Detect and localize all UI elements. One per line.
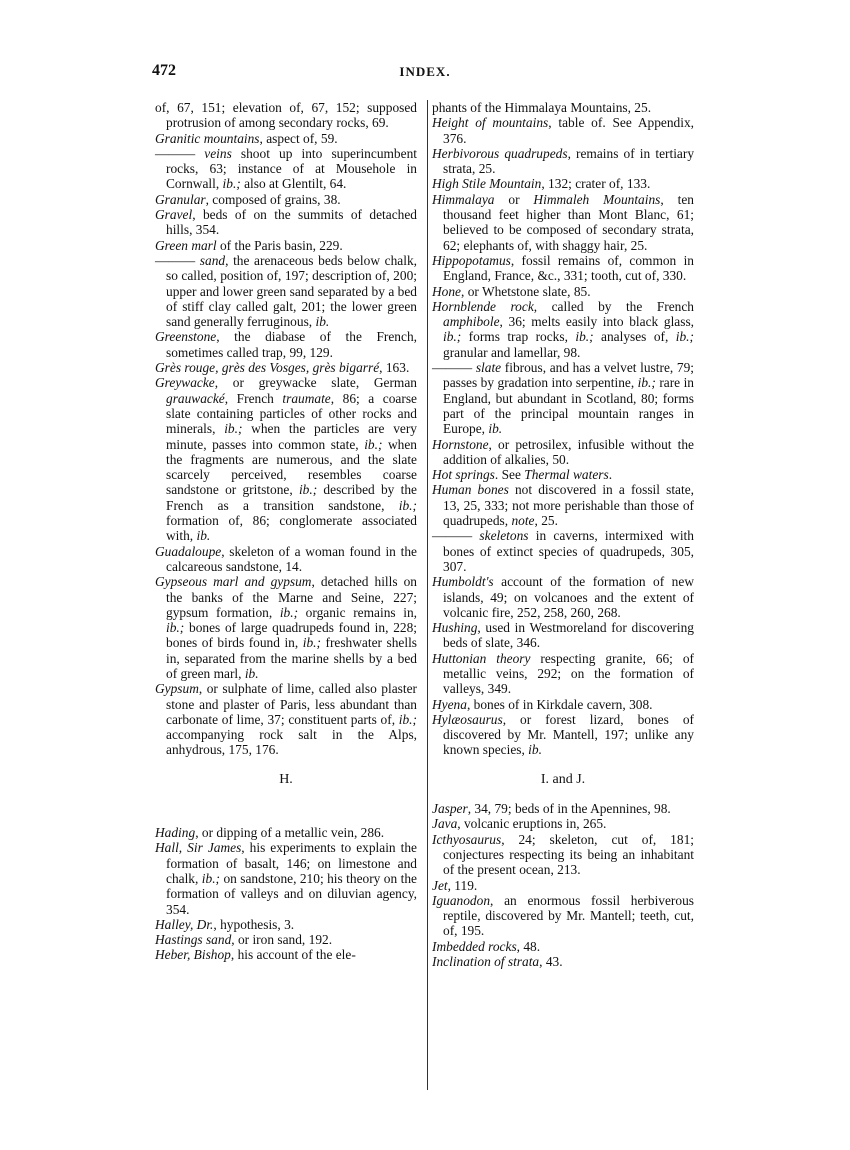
entry-text: , bones of in Kirkdale cavern, 308. [466, 696, 653, 712]
index-entry [432, 467, 694, 482]
entry-term: Hastings sand [155, 932, 232, 948]
page-number: 472 [152, 62, 176, 79]
entry-text: forms trap rocks, [461, 329, 576, 345]
index-entry [432, 878, 694, 893]
index-entry [432, 253, 694, 284]
entry-term: Hone [432, 283, 462, 299]
entry-text: , 132; crater of, 133. [541, 176, 651, 192]
index-entry [432, 954, 694, 969]
entry-text: respecting granite, 66; of metallic veins, 292; on the formation of valleys, 349. [443, 650, 694, 697]
entry-text: . See [494, 467, 525, 483]
entry-term: ib.; [575, 329, 594, 345]
left-column [155, 100, 417, 963]
entry-text: , ten thousand feet higher than Mont Blanc, 61; believed to be composed of secondary strata, 62; elephants of, with shaggy hair, 25. [443, 191, 694, 253]
entry-term: Jasper [432, 801, 468, 817]
entry-term: ib. [488, 421, 503, 437]
entry-text: of, 67, 151; elevation of, 67, 152; supposed protrusion of among secondary rocks, 69. [155, 100, 417, 131]
entry-term: ib.; [443, 329, 462, 345]
entry-term: Guadaloupe [155, 543, 222, 559]
entry-term: ib. [244, 665, 259, 681]
entry-text: phants of the Himmalaya Mountains, 25. [432, 100, 652, 115]
entry-term: amphibole [443, 314, 500, 330]
index-entry [155, 681, 417, 757]
index-entry [155, 360, 417, 375]
index-entry [432, 893, 694, 939]
entry-text: freshwater shells in, separated from the marine shells by a bed of green marl, [166, 635, 417, 681]
entry-text: , 24; skeleton, cut of, 181; conjectures respecting its being an inhabitant of the present ocean, 213. [443, 831, 694, 878]
entry-term: Jet [432, 877, 448, 893]
entry-text: , the diabase of the French, sometimes called trap, 99, 129. [166, 329, 417, 360]
entry-term: Imbedded rocks [432, 938, 517, 954]
entry-term: Icthyosaurus [432, 831, 502, 847]
index-entry [432, 832, 694, 878]
index-entry [432, 651, 694, 697]
entry-text: of the Paris basin, 229. [216, 237, 343, 253]
entry-text: , 25. [534, 513, 558, 529]
index-entry [155, 544, 417, 575]
entry-text: . [608, 467, 613, 483]
entry-text: granular and lamellar, 98. [443, 344, 581, 360]
entry-term: Gypsum [155, 681, 199, 697]
entry-text: , table of. See Appendix, 376. [443, 115, 694, 146]
entry-text: , hypothesis, 3. [213, 916, 295, 932]
entry-text: , 36; melts easily into black glass, [499, 314, 694, 330]
entry-text: ——— [432, 360, 476, 376]
entry-text: , remains of in tertiary strata, 25. [443, 145, 695, 177]
index-entry [432, 801, 694, 816]
index-entry [155, 825, 417, 840]
entry-term: slate [475, 360, 502, 376]
entry-term: ib.; [398, 711, 417, 727]
index-entry [155, 329, 417, 360]
entry-text: , or sulphate of lime, called also plaster stone and plaster of Paris, less abundant than carbonate of lime, 37; constituent parts of, [166, 681, 417, 727]
index-entry [155, 917, 417, 932]
index-entry [155, 131, 417, 146]
entry-text: , beds of on the summits of detached hills, 354. [166, 207, 417, 238]
index-entry [432, 482, 694, 528]
entry-term: Heber, Bishop [155, 947, 231, 963]
entry-term: Hyena [432, 696, 467, 712]
entry-term: Thermal waters [524, 467, 609, 483]
entry-text: , his experiments to explain the formation of basalt, 146; on limestone and chalk, [166, 840, 417, 886]
entry-text: rare in England, but abundant in Scotland, 80; forms part of the principal mountain ranges in Europe, [443, 375, 694, 437]
entry-text: , 163. [379, 360, 410, 376]
entry-term: Green marl [155, 237, 217, 253]
entry-text: analyses of, [593, 329, 676, 345]
entry-text: fibrous, and has a velvet lustre, 79; passes by gradation into serpentine, [443, 360, 694, 391]
entry-text: ——— [432, 528, 480, 544]
entry-text: , or dipping of a metallic vein, 286. [195, 825, 385, 841]
entry-text: on sandstone, 210; his theory on the formation of valleys and on diluvian agency, 354. [166, 870, 417, 917]
right-column [432, 100, 694, 969]
entry-term: veins [204, 145, 232, 161]
entry-text: , volcanic eruptions in, 265. [457, 816, 607, 832]
index-entry [432, 620, 694, 651]
section-heading-h: H. [279, 771, 293, 787]
entry-text: , composed of grains, 38. [205, 191, 341, 207]
entry-text: ——— [155, 145, 205, 161]
entry-term: traumate [282, 390, 331, 406]
entry-term: Grès rouge, grès des Vosges, grès bigarré [155, 360, 380, 376]
entry-term: Hornstone [432, 436, 489, 452]
entry-text: , or greywacke slate, German [214, 375, 417, 391]
entry-text: , or iron sand, 192. [231, 932, 333, 948]
index-entry [432, 299, 694, 360]
index-entry [432, 176, 694, 191]
index-entry [432, 284, 694, 299]
entry-text: , aspect of, 59. [259, 130, 338, 146]
entry-term: ib.; [364, 436, 383, 452]
index-entry [432, 697, 694, 712]
entry-text: described by the French as a transition sandstone, [166, 482, 417, 513]
index-entry [155, 100, 417, 131]
index-entry [432, 360, 694, 436]
entry-text: formation of, 86; conglomerate associated with, [166, 513, 417, 544]
entry-text: organic remains in, [298, 604, 417, 620]
entry-term: Greenstone [155, 329, 217, 345]
entry-term: Halley, Dr. [155, 916, 214, 932]
entry-text: , French [224, 390, 283, 406]
index-entry [432, 816, 694, 831]
entry-text: , 43. [539, 954, 563, 970]
index-entry [155, 840, 417, 916]
index-entry [155, 146, 417, 192]
entry-term: Iguanodon [432, 892, 491, 908]
entry-term: ib.; [675, 329, 694, 345]
column-divider [427, 100, 428, 1090]
entry-term: ib.; [398, 497, 417, 513]
entry-text: or [494, 191, 534, 207]
entry-term: ib.; [279, 604, 299, 620]
entry-text: , used in Westmoreland for discovering beds of slate, 346. [443, 620, 694, 651]
entry-term: Huttonian theory [432, 650, 531, 666]
entry-text: bones of large quadrupeds found in, 228; bones of birds found in, [166, 620, 417, 651]
entry-term: Hot springs [432, 467, 495, 483]
entry-text: , the arenaceous beds below chalk, so called, position of, 197; description of, 200; upper and lower green sand separated by a bed of stiff clay called galt, 201; the lower green sand generally ferruginous, [166, 252, 417, 330]
entry-text: , 48. [516, 938, 541, 954]
index-entries-h [155, 825, 417, 963]
entry-term: High Stile Mountain [432, 176, 542, 192]
index-entry [155, 375, 417, 543]
entry-text: ——— [155, 252, 200, 268]
index-entry [432, 115, 694, 146]
running-title: INDEX. [399, 64, 451, 79]
index-entry [155, 192, 417, 207]
entry-text: , or forest lizard, bones of discovered by Mr. Mantell, 197; unlike any known species, [443, 711, 694, 758]
entry-term: Humboldt's [432, 574, 494, 590]
index-entries-h-continued [432, 100, 694, 758]
entry-term: ib.; [637, 375, 656, 391]
index-entry [432, 574, 694, 620]
entry-term: grauwacké [166, 390, 225, 406]
entry-term: Human bones [432, 482, 509, 498]
entry-term: Himmaleh Mountains [533, 191, 661, 207]
index-entry [432, 100, 694, 115]
entry-text: , or Whetstone slate, 85. [461, 283, 591, 299]
entry-text: in caverns, intermixed with bones of extinct species of quadrupeds, 305, 307. [443, 528, 694, 574]
entry-text: , 34, 79; beds of in the Apennines, 98. [467, 801, 671, 817]
index-entry [155, 207, 417, 238]
index-entry [432, 192, 694, 253]
entry-text: , 86; a coarse slate containing particles of other rocks and minerals, [166, 390, 417, 437]
index-entry [432, 528, 694, 574]
entry-term: note [511, 513, 535, 529]
entry-term: Hushing [432, 620, 478, 636]
section-heading-i-j: I. and J. [540, 771, 586, 787]
index-entry [155, 238, 417, 253]
entry-text: not discovered in a fossil state, 13, 25, 333; not more perishable than those of quadrupeds, [443, 482, 695, 529]
entry-text: shoot up into superincumbent rocks, 63; instance of at Mousehole in Cornwall, [166, 145, 417, 192]
entry-term: Hall, Sir James [155, 840, 242, 856]
entry-text: , his account of the ele- [230, 947, 356, 963]
entry-text: , detached hills on the banks of the Marne and Seine, 227; gypsum formation, [166, 574, 417, 620]
entry-text: , an enormous fossil herbiverous reptile, discovered by Mr. Mantell; teeth, cut, of, 195. [443, 892, 694, 939]
entry-text: , or petrosilex, infusible without the addition of alkalies, 50. [443, 436, 694, 467]
entry-term: Hippopotamus [432, 252, 511, 268]
entry-term: ib. [196, 528, 211, 544]
entry-term: Himmalaya [432, 191, 495, 207]
entry-term: ib.; [298, 482, 318, 498]
entry-term: Hornblende rock [432, 298, 534, 314]
entry-text: , fossil remains of, common in England, France, &c., 331; tooth, cut of, 330. [443, 252, 694, 284]
index-entries-i-j [432, 801, 694, 969]
entry-term: Java [432, 816, 458, 832]
entry-term: ib.; [201, 870, 221, 886]
entry-text: , called by the French [533, 298, 695, 314]
entry-term: Herbivorous quadrupeds [432, 145, 568, 161]
entry-term: Height of mountains [432, 115, 549, 131]
entry-term: Hylæosaurus [432, 711, 503, 727]
page-header [0, 62, 850, 86]
entry-term: Gypseous marl and gypsum [155, 574, 312, 590]
entry-text: accompanying rock salt in the Alps, anhydrous, 175, 176. [166, 727, 417, 758]
index-entry [155, 947, 417, 962]
entry-text: , skeleton of a woman found in the calcareous sandstone, 14. [166, 543, 417, 574]
entry-text: also at Glentilt, 64. [240, 176, 347, 192]
entry-term: Hading [155, 825, 196, 841]
entry-term: ib.; [224, 421, 243, 437]
entry-term: ib. [315, 314, 330, 330]
entry-text: when the fragments are numerous, and the slate scarcely perceived, resembles coarse sandstone or gritstone, [166, 436, 417, 498]
entry-text: account of the formation of new islands, 49; on volcanoes and the extent of volcanic fire, 252, 258, 260, 268. [443, 574, 694, 620]
entry-term: sand [199, 252, 226, 268]
entry-text: when the particles are very minute, passes into common state, [166, 421, 417, 452]
entry-text: , 119. [447, 877, 478, 893]
entry-term: Gravel [155, 207, 193, 223]
index-entry [432, 939, 694, 954]
index-entry [155, 932, 417, 947]
entry-term: Greywacke [155, 375, 215, 391]
entry-term: Granitic mountains [155, 130, 260, 146]
entry-term: ib.; [166, 620, 185, 636]
entry-term: skeletons [479, 528, 529, 544]
index-entry [432, 712, 694, 758]
entry-term: ib. [528, 742, 542, 758]
index-entry [155, 253, 417, 329]
entry-term: Granular [155, 191, 206, 207]
index-entry [432, 146, 694, 177]
index-entry [155, 574, 417, 681]
entry-term: ib.; [302, 635, 321, 651]
entry-term: ib.; [222, 176, 241, 192]
index-entries-g [155, 100, 417, 758]
entry-term: Inclination of strata [432, 954, 540, 970]
index-entry [432, 437, 694, 468]
